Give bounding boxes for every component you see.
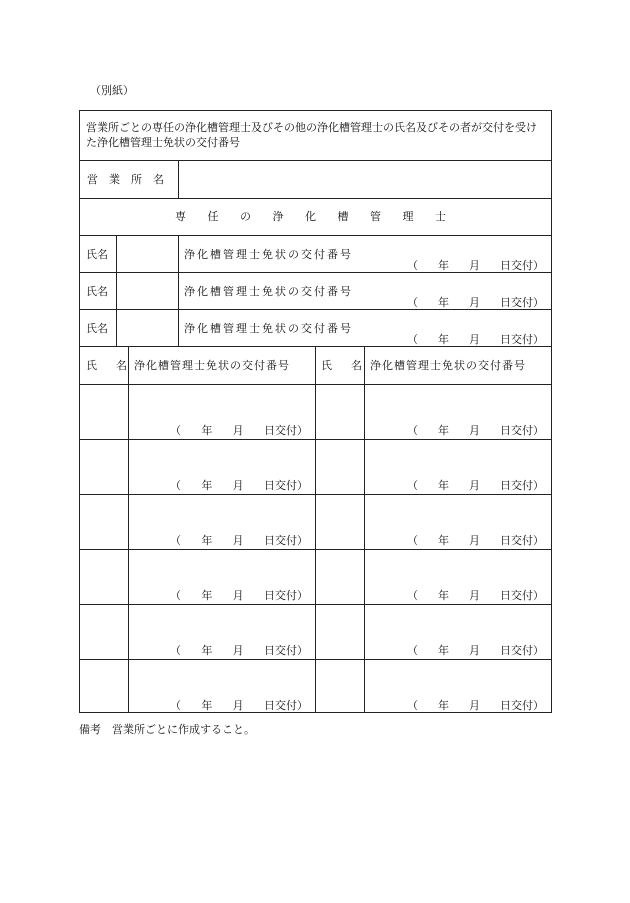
divider bbox=[178, 235, 179, 346]
dedicated-name-field[interactable] bbox=[119, 312, 175, 344]
dedicated-date: （ 年 月 日交付） bbox=[407, 333, 544, 346]
section-title: 専 任 の 浄 化 槽 管 理 士 bbox=[175, 210, 455, 223]
dedicated-name-label: 氏名 bbox=[86, 322, 108, 335]
other-date-left: （ 年 月 日交付） bbox=[170, 424, 308, 437]
other-date-right: （ 年 月 日交付） bbox=[407, 589, 544, 602]
divider bbox=[128, 346, 129, 713]
divider bbox=[178, 160, 179, 198]
dedicated-license-label: 浄化槽管理士免状の交付番号 bbox=[184, 285, 353, 298]
other-name-header-right: 氏 名 bbox=[321, 359, 366, 372]
other-date-left: （ 年 月 日交付） bbox=[170, 534, 308, 547]
divider bbox=[315, 346, 316, 713]
dedicated-date: （ 年 月 日交付） bbox=[407, 259, 544, 272]
other-license-header-left: 浄化槽管理士免状の交付番号 bbox=[134, 359, 290, 372]
dedicated-date: （ 年 月 日交付） bbox=[407, 296, 544, 309]
footnote: 備考 営業所ごとに作成すること。 bbox=[79, 723, 255, 736]
other-date-right: （ 年 月 日交付） bbox=[407, 644, 544, 657]
form-description: 営業所ごとの専任の浄化槽管理士及びその他の浄化槽管理士の氏名及びその者が交付を受けた浄化槽管理士免状の交付番号 bbox=[86, 121, 537, 149]
other-date-left: （ 年 月 日交付） bbox=[170, 589, 308, 602]
other-date-left: （ 年 月 日交付） bbox=[170, 479, 308, 492]
other-date-right: （ 年 月 日交付） bbox=[407, 479, 544, 492]
office-name-label: 営 業 所 名 bbox=[87, 173, 164, 186]
dedicated-name-field[interactable] bbox=[119, 238, 175, 270]
other-license-header-right: 浄化槽管理士免状の交付番号 bbox=[370, 359, 526, 372]
other-date-right: （ 年 月 日交付） bbox=[407, 534, 544, 547]
divider bbox=[79, 198, 552, 199]
other-date-right: （ 年 月 日交付） bbox=[407, 424, 544, 437]
dedicated-name-label: 氏名 bbox=[86, 285, 108, 298]
caption: （別紙） bbox=[90, 84, 134, 97]
other-name-header-left: 氏 名 bbox=[86, 359, 131, 372]
dedicated-license-label: 浄化槽管理士免状の交付番号 bbox=[184, 248, 353, 261]
divider bbox=[79, 235, 552, 236]
divider bbox=[79, 309, 552, 310]
dedicated-name-label: 氏名 bbox=[86, 248, 108, 261]
divider bbox=[79, 272, 552, 273]
dedicated-name-field[interactable] bbox=[119, 275, 175, 307]
divider bbox=[116, 235, 117, 346]
other-date-left: （ 年 月 日交付） bbox=[170, 699, 308, 712]
dedicated-license-label: 浄化槽管理士免状の交付番号 bbox=[184, 322, 353, 335]
other-date-right: （ 年 月 日交付） bbox=[407, 699, 544, 712]
other-date-left: （ 年 月 日交付） bbox=[170, 644, 308, 657]
office-name-field[interactable] bbox=[182, 163, 548, 195]
divider bbox=[79, 160, 552, 161]
divider bbox=[364, 346, 365, 713]
